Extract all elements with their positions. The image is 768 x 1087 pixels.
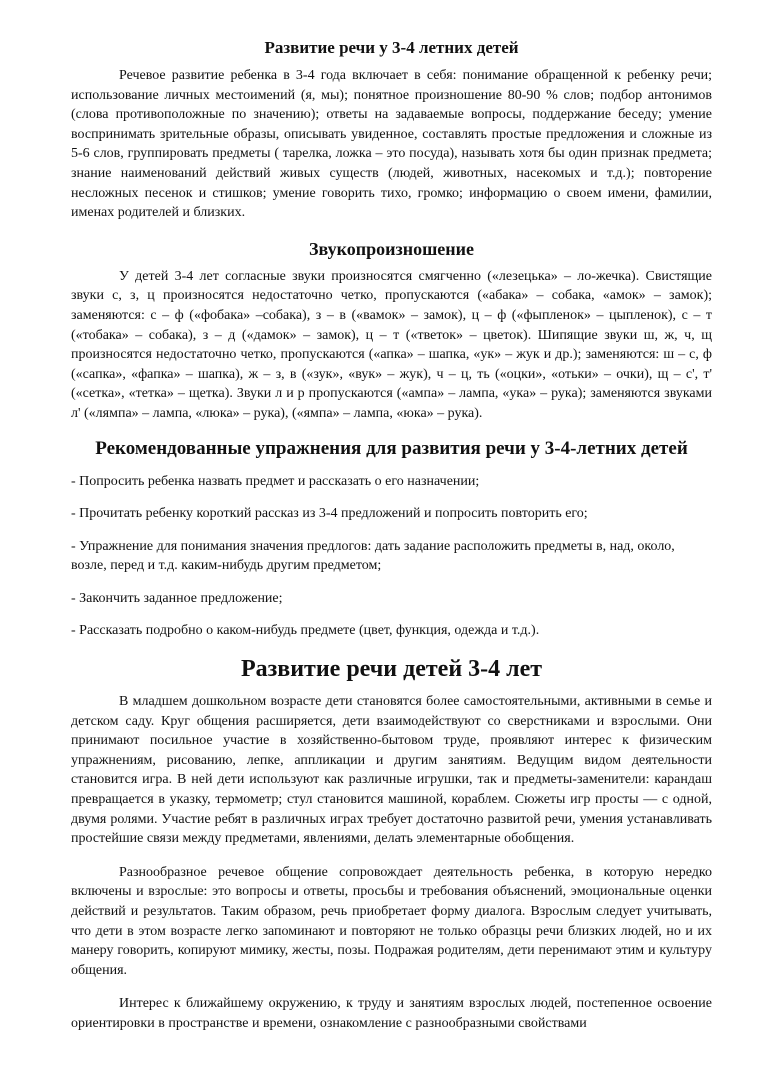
list-item: - Прочитать ребенку короткий рассказ из 3-4 предложений и попросить повторить его; <box>71 506 588 522</box>
section-title-speech-3-4: Развитие речи детей 3-4 лет <box>240 656 543 683</box>
section-title-pronunciation: Звукопроизношение <box>308 238 474 259</box>
paragraph-speech-communication: Разнообразное речевое общение сопровождает деятельность ребенка, в которую нередко включены и взрослые: это вопросы и ответы, просьбы и требования объяснений, эмоциональные оценки действий и результатов. Таким образом, речь приобретает форму диалога. Взрослым следует учитывать, что дети в этом возрасте легко запоминают и повторяют не только образцы речи близких людей, но и их манеру говорить, копируют мимику, жесты, позы. Подражая родителям, дети перенимают этим и культуру общения. <box>71 864 712 978</box>
paragraph-pronunciation: У детей 3-4 лет согласные звуки произносятся смягченно («лезецька» – ло-жечка). Свистящие звуки с, з, ц произносятся недостаточно четко, пропускаются («абака» – собака, «амок» – замок); заменяются: с – ф («фобака» –собака), з – в («вамок» – замок), ц – ф («фыпленок» – цыпленок), с – т («тобака» – собака), з – д («дамок» – замок), ц – т («тветок» – цветок). Шипящие звуки ш, ж, ч, щ произносятся недостаточно четко, пропускаются («апка» – шапка, «ук» – жук и др.); заменяются: ш – с, ф («сапка», «фапка» – шапка), ж – з, в («зук», «вук» – жук), ч – ц, ть («оцки», «отьки» – очки), щ – с', т' («сетка», «тетка» – щетка). Звуки л и р пропускаются («ампа» – лампа, «ука» – рука); заменяются звуками л' («лямпа» – лампа, «люка» – рука), («ямпа» – лампа, «юка» – рука). <box>71 268 712 421</box>
list-item: - Закончить заданное предложение; <box>71 590 283 606</box>
list-item: - Рассказать подробно о каком-нибудь предмете (цвет, функция, одежда и т.д.). <box>71 623 540 639</box>
section-title-exercises: Рекомендованные упражнения для развития речи у 3-4-летних детей <box>95 437 688 459</box>
section-title-speech-development: Развитие речи у 3-4 летних детей <box>264 38 519 57</box>
exercise-list <box>71 472 712 642</box>
list-item: - Попросить ребенка назвать предмет и рассказать о его назначении; <box>71 473 480 489</box>
paragraph-interest: Интерес к ближайшему окружению, к труду и занятиям взрослых людей, постепенное освоение ориентировки в пространстве и времени, ознакомление с разнообразными свойствами <box>71 996 712 1031</box>
list-item: - Упражнение для понимания значения предлогов: дать задание расположить предметы в, над, около, возле, перед и т.д. каким-нибудь другим предметом; <box>71 538 675 574</box>
paragraph-preschool-age: В младшем дошкольном возрасте дети становятся более самостоятельными, активными в семье и детском саду. Круг общения расширяется, дети взаимодействуют со сверстниками и взрослыми. Они принимают посильное участие в хозяйственно-бытовом труде, проявляют интерес к физическим упражнениям, рисованию, лепке, аппликации и другим занятиям. Ведущим видом деятельности становится игра. В ней дети используют как различные игрушки, так и предметы-заменители: карандаш превращается в указку, термометр; стул становится машиной, кораблем. Сюжеты игр просты — с одной, двумя ролями. Участие ребят в различных играх требует достаточно развитой речи, умения устанавливать простейшие связи между предметами, явлениями, делать элементарные обобщения. <box>71 694 712 847</box>
paragraph-speech-development: Речевое развитие ребенка в 3-4 года включает в себя: понимание обращенной к ребенку речи; использование личных местоимений (я, мы); понятное произношение 80-90 % слов; подбор антонимов (слова противоположные по значению); ответы на задаваемые вопросы, поддержание беседу; умение воспринимать зрительные образы, описывать увиденное, составлять простые предложения и сложные из 5-6 слов, группировать предметы ( тарелка, ложка – это посуда), называть хотя бы один признак предмета; знание наименований действий живых существ (людей, животных, насекомых и т.д.); повторение несложных песенок и стишков; умение говорить тихо, громко; информацию о своем имени, фамилии, именах родителей и близких. <box>71 68 712 221</box>
